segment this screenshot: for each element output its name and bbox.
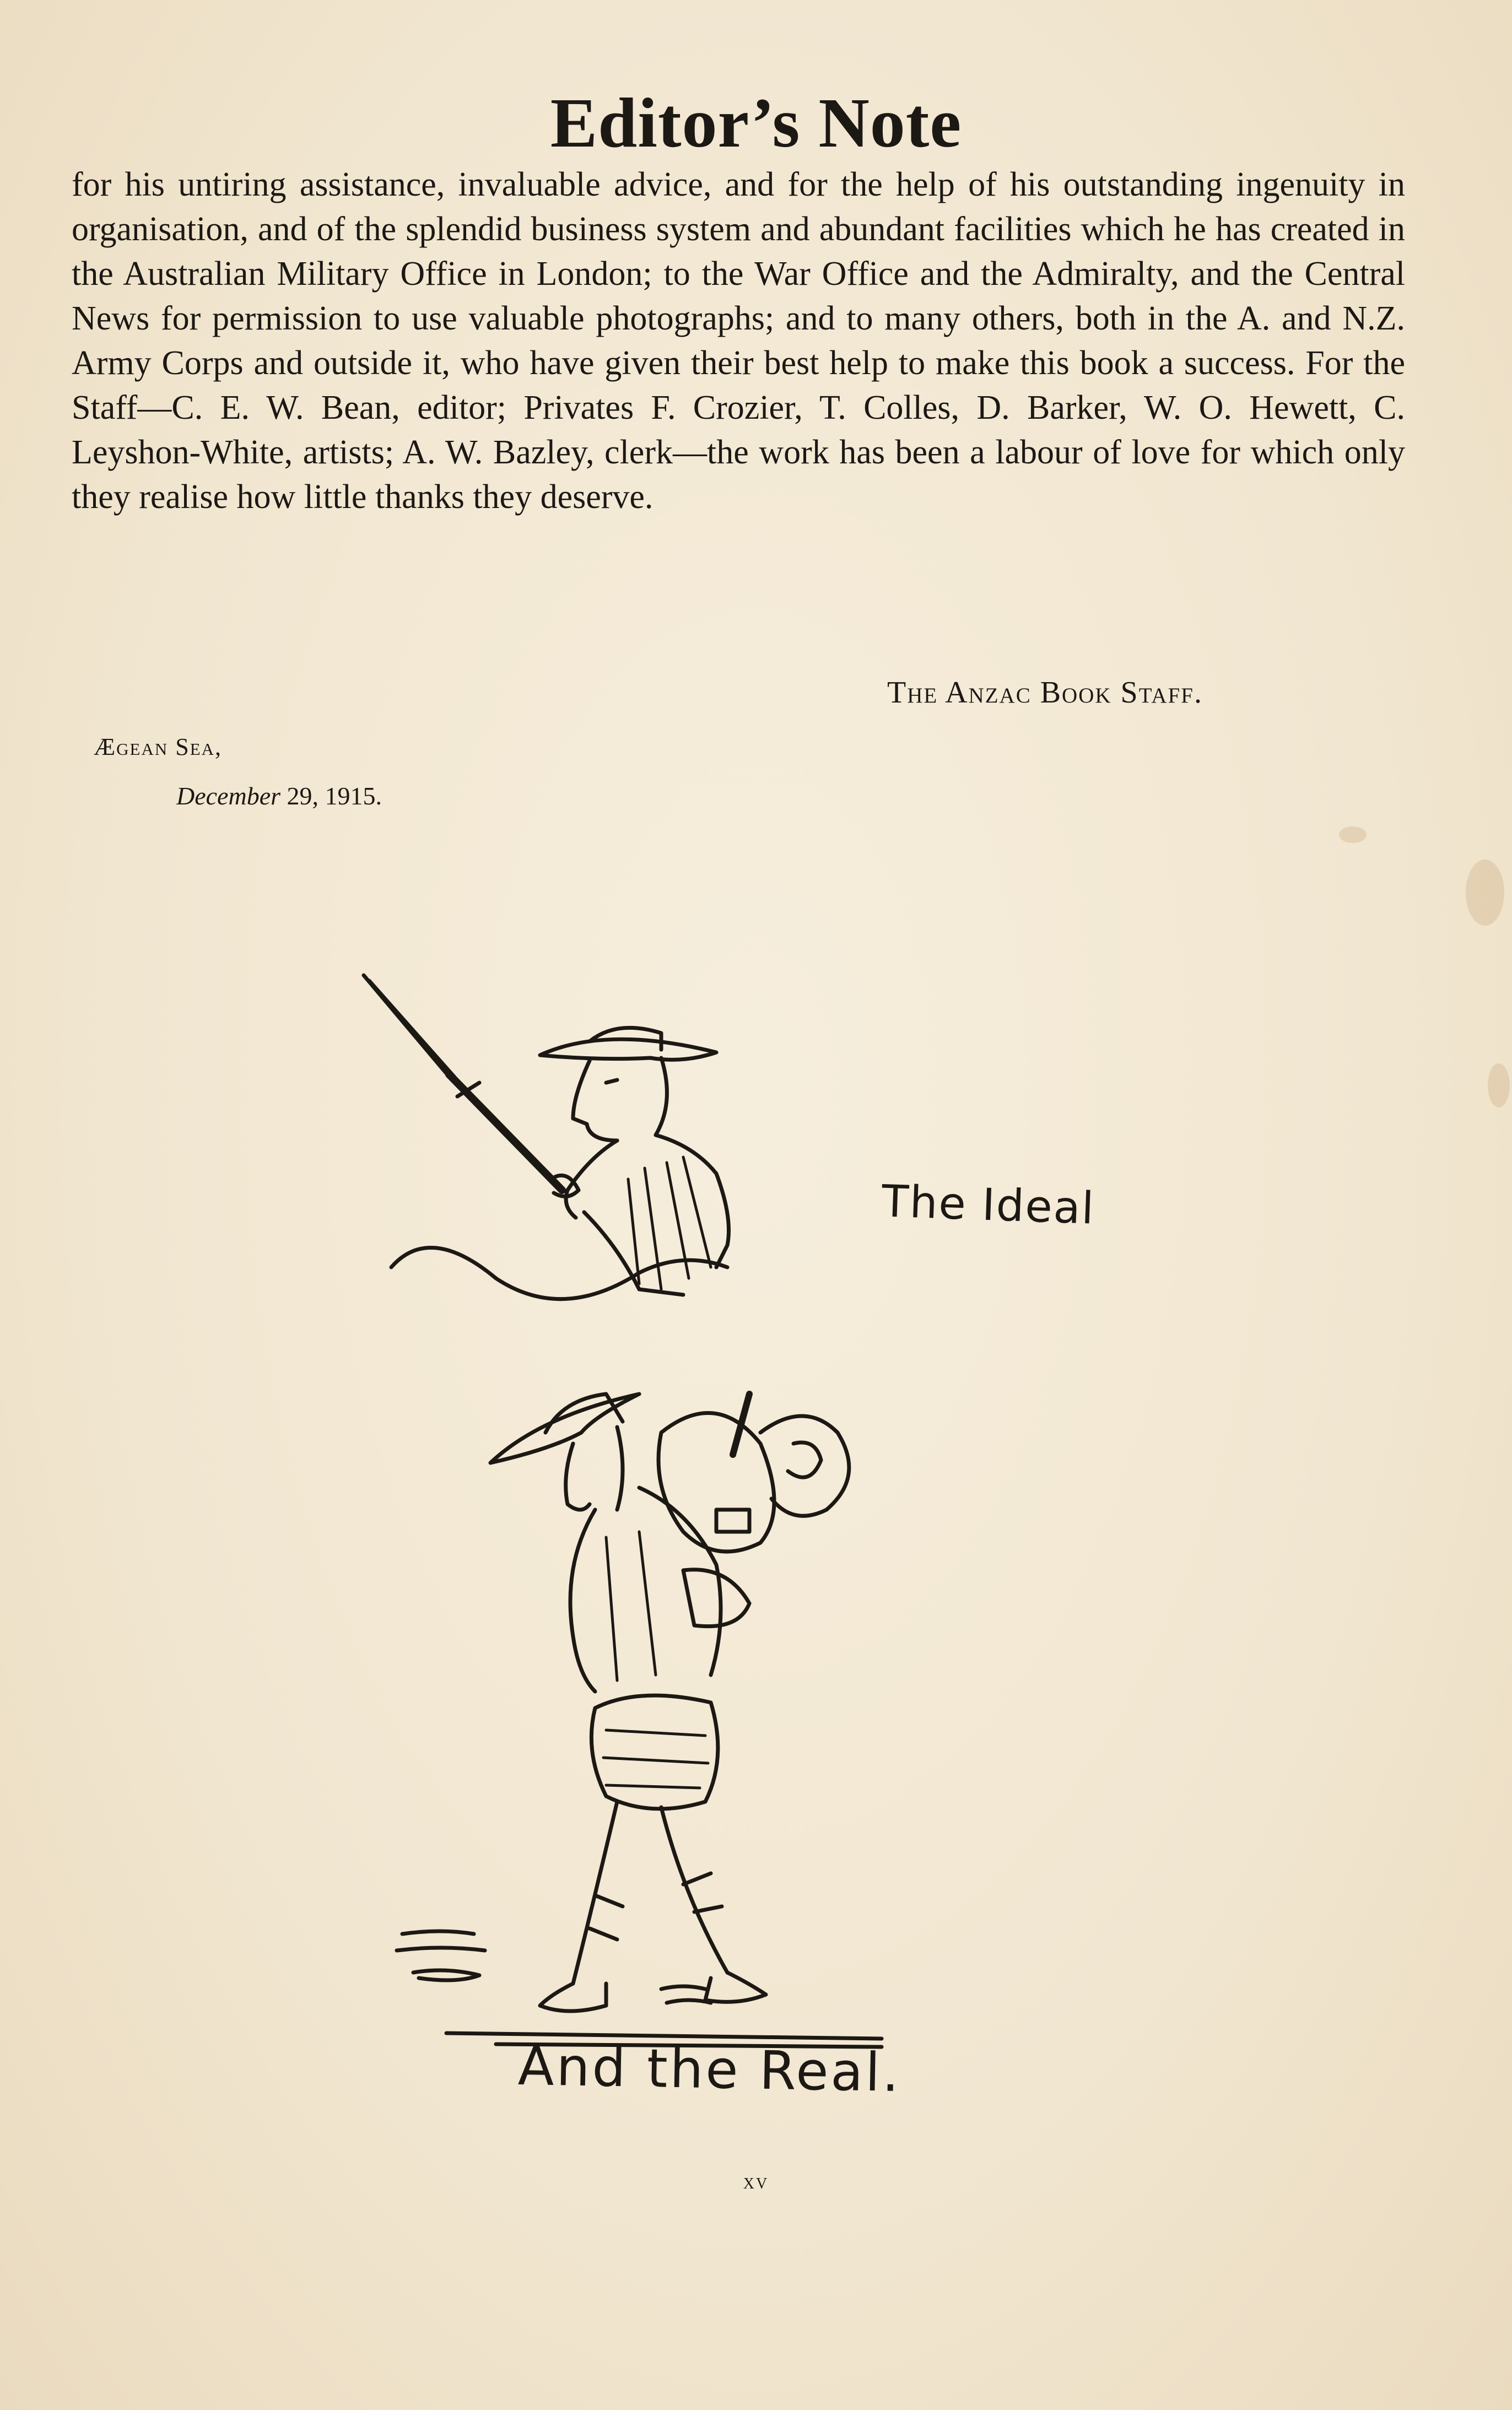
real-soldier-drawing: [397, 1394, 882, 2047]
dateline-date: [176, 781, 382, 810]
cartoon-illustration: [331, 959, 1157, 2138]
dateline-month: December: [176, 782, 281, 810]
ideal-soldier-drawing: [364, 975, 729, 1299]
editor-note-body: for his untiring assistance, invaluable advice, and for the help of his outstanding ingenuity in organisation, and of the splendid business system and abundant facilities which he has created in the Australian Military Office in London; to the War Office and the Admiralty, and the Central News for permission to use valuable photographs; and to many others, both in the A. and N.Z. Army Corps and outside it, who have given their best help to make this book a success. For the Staff—C. E. W. Bean, editor; Privates F. Crozier, T. Colles, D. Barker, W. O. Hewett, C. Leyshon-White, artists; A. W. Bazley, clerk—the work has been a labour of love for which only they realise how little thanks they deserve.: [72, 166, 1405, 516]
page-number: xv: [743, 2169, 769, 2193]
paper-stain: [1488, 1063, 1510, 1107]
dateline-place: Ægean Sea,: [94, 733, 223, 760]
page-title: Editor’s Note: [550, 84, 962, 162]
paper-stain: [1339, 826, 1367, 843]
caption-and-the-real: And the Real.: [517, 2035, 902, 2104]
signature: The Anzac Book Staff.: [887, 676, 1203, 710]
paper-stain: [1466, 860, 1504, 926]
dateline-day-year: 29, 1915.: [287, 782, 382, 810]
caption-the-ideal: The Ideal: [881, 1175, 1096, 1234]
